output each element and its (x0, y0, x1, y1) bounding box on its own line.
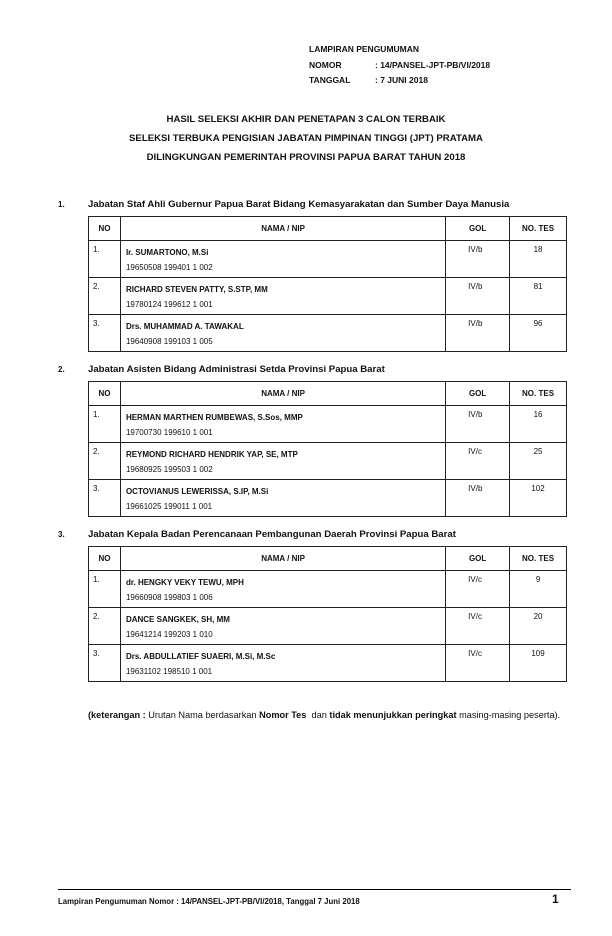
candidate-nip: 19660908 199803 1 006 (125, 593, 213, 602)
section-1-heading (58, 199, 509, 210)
table-row (89, 645, 567, 682)
section-title: Jabatan Staf Ahli Gubernur Papua Barat Bidang Kemasyarakatan dan Sumber Daya Manusia (88, 199, 510, 210)
header-tanggal-row (309, 73, 490, 89)
cell-tes: 25 (510, 443, 567, 480)
cell-no: 1. (89, 241, 121, 278)
section-number: 1. (58, 200, 65, 209)
footer-divider (58, 889, 571, 890)
col-header-gol: GOL (446, 217, 510, 241)
cell-gol: IV/b (446, 480, 510, 517)
cell-tes: 102 (510, 480, 567, 517)
table-header-row (89, 547, 567, 571)
document-title (0, 110, 612, 167)
cell-tes: 9 (510, 571, 567, 608)
header-title: LAMPIRAN PENGUMUMAN (309, 44, 420, 54)
cell-no: 3. (89, 645, 121, 682)
col-header-nama: NAMA / NIP (120, 547, 445, 571)
col-header-no: NO (89, 382, 121, 406)
cell-nama-nip (120, 443, 445, 480)
candidate-name: Drs. ABDULLATIEF SUAERI, M.Si, M.Sc (125, 652, 276, 661)
cell-nama-nip (120, 241, 445, 278)
cell-no: 2. (89, 278, 121, 315)
col-header-no: NO (89, 547, 121, 571)
table-row (89, 608, 567, 645)
table-header-row (89, 382, 567, 406)
table-row (89, 443, 567, 480)
document-header (309, 42, 490, 89)
footer-text: Lampiran Pengumuman Nomor : 14/PANSEL-JPT-PB/VI/2018, Tanggal 7 Juni 2018 (58, 897, 360, 906)
candidate-name: RICHARD STEVEN PATTY, S.STP, MM (125, 285, 268, 294)
note-text-1: Urutan Nama berdasarkan (148, 710, 260, 720)
candidate-name: Ir. SUMARTONO, M.Si (125, 248, 209, 257)
cell-gol: IV/c (446, 645, 510, 682)
note-bold-2: tidak menunjukkan peringkat (329, 710, 457, 720)
cell-tes: 96 (510, 315, 567, 352)
section-3-table (88, 546, 567, 682)
cell-no: 1. (89, 406, 121, 443)
table-header-row (89, 217, 567, 241)
section-title: Jabatan Kepala Badan Perencanaan Pembangunan Daerah Provinsi Papua Barat (88, 529, 456, 540)
cell-nama-nip (120, 278, 445, 315)
cell-gol: IV/b (446, 315, 510, 352)
section-2-table (88, 381, 567, 517)
candidate-name: Drs. MUHAMMAD A. TAWAKAL (125, 322, 244, 331)
col-header-nama: NAMA / NIP (120, 217, 445, 241)
candidate-name: HERMAN MARTHEN RUMBEWAS, S.Sos, MMP (125, 413, 303, 422)
cell-nama-nip (120, 571, 445, 608)
cell-tes: 18 (510, 241, 567, 278)
col-header-no: NO (89, 217, 121, 241)
cell-nama-nip (120, 315, 445, 352)
col-header-nama: NAMA / NIP (120, 382, 445, 406)
cell-tes: 81 (510, 278, 567, 315)
cell-tes: 109 (510, 645, 567, 682)
header-nomor-value: : 14/PANSEL-JPT-PB/VI/2018 (375, 59, 491, 70)
col-header-tes: NO. TES (510, 547, 567, 571)
title-line-3: DILINGKUNGAN PEMERINTAH PROVINSI PAPUA BARAT TAHUN 2018 (146, 152, 466, 163)
header-nomor-label: NOMOR (309, 59, 342, 70)
title-line-1: HASIL SELEKSI AKHIR DAN PENETAPAN 3 CALON TERBAIK (166, 114, 446, 125)
candidate-name: REYMOND RICHARD HENDRIK YAP, SE, MTP (125, 450, 298, 459)
section-title: Jabatan Asisten Bidang Administrasi Setda Provinsi Papua Barat (88, 364, 385, 375)
candidate-nip: 19640908 199103 1 005 (125, 337, 213, 346)
table-row (89, 480, 567, 517)
table-row (89, 315, 567, 352)
cell-nama-nip (120, 645, 445, 682)
cell-no: 2. (89, 608, 121, 645)
table-row (89, 241, 567, 278)
note-text-2: dan (306, 710, 330, 720)
note-text-3: masing-masing peserta). (456, 710, 561, 720)
cell-nama-nip (120, 480, 445, 517)
note-keterangan (88, 710, 560, 720)
cell-gol: IV/b (446, 278, 510, 315)
section-number: 3. (58, 530, 65, 539)
header-tanggal-value: : 7 JUNI 2018 (375, 75, 428, 85)
page-number: 1 (552, 892, 559, 906)
candidate-nip: 19680925 199503 1 002 (125, 465, 213, 474)
cell-tes: 20 (510, 608, 567, 645)
header-nomor-row (309, 58, 490, 74)
header-tanggal-label: TANGGAL (309, 75, 351, 85)
candidate-nip: 19631102 198510 1 001 (125, 667, 213, 676)
note-bold-1: Nomor Tes (259, 710, 307, 720)
cell-gol: IV/b (446, 406, 510, 443)
col-header-tes: NO. TES (510, 382, 567, 406)
candidate-nip: 19650508 199401 1 002 (125, 263, 213, 272)
cell-gol: IV/c (446, 443, 510, 480)
cell-nama-nip (120, 406, 445, 443)
table-row (89, 406, 567, 443)
cell-gol: IV/b (446, 241, 510, 278)
col-header-gol: GOL (446, 547, 510, 571)
candidate-name: dr. HENGKY VEKY TEWU, MPH (125, 578, 244, 587)
candidate-nip: 19700730 199610 1 001 (125, 428, 213, 437)
cell-no: 1. (89, 571, 121, 608)
col-header-tes: NO. TES (510, 217, 567, 241)
cell-no: 3. (89, 315, 121, 352)
cell-nama-nip (120, 608, 445, 645)
table-row (89, 571, 567, 608)
candidate-name: OCTOVIANUS LEWERISSA, S.IP, M.Si (125, 487, 269, 496)
cell-no: 2. (89, 443, 121, 480)
section-1-table (88, 216, 567, 352)
candidate-nip: 19661025 199011 1 001 (125, 502, 213, 511)
candidate-nip: 19641214 199203 1 010 (125, 630, 213, 639)
cell-gol: IV/c (446, 608, 510, 645)
section-2-heading (58, 364, 385, 375)
note-label: (keterangan : (88, 710, 149, 720)
table-row (89, 278, 567, 315)
section-3-heading (58, 529, 456, 540)
cell-gol: IV/c (446, 571, 510, 608)
col-header-gol: GOL (446, 382, 510, 406)
candidate-nip: 19780124 199612 1 001 (125, 300, 213, 309)
candidate-name: DANCE SANGKEK, SH, MM (125, 615, 230, 624)
title-line-2: SELEKSI TERBUKA PENGISIAN JABATAN PIMPINAN TINGGI (JPT) PRATAMA (129, 133, 483, 144)
cell-no: 3. (89, 480, 121, 517)
section-number: 2. (58, 365, 65, 374)
cell-tes: 16 (510, 406, 567, 443)
